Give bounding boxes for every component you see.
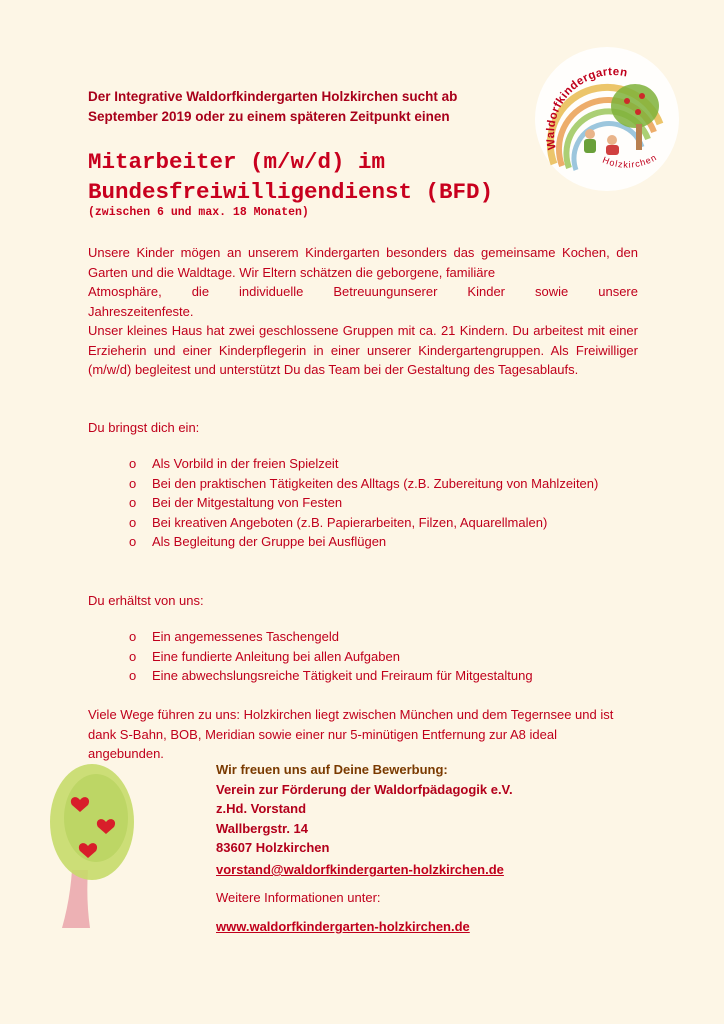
logo-arc-text: Waldorfkindergarten [545, 65, 629, 151]
contact-attention: z.Hd. Vorstand [216, 801, 307, 816]
website-link[interactable]: www.waldorfkindergarten-holzkirchen.de [216, 919, 470, 934]
job-duration: (zwischen 6 und max. 18 Monaten) [88, 206, 309, 219]
bring-list [126, 454, 626, 552]
job-title [88, 147, 608, 207]
email-link[interactable]: vorstand@waldorfkindergarten-holzkirchen.de [216, 862, 504, 877]
apple-tree-illustration [40, 760, 150, 930]
contact-organization: Verein zur Förderung der Waldorfpädagogik e.V. [216, 781, 513, 797]
list-item: o Eine abwechslungsreiche Tätigkeit und Freiraum für Mitgestaltung [126, 666, 626, 686]
bullet-icon: o [129, 668, 137, 683]
bring-heading: Du bringst dich ein: [88, 420, 200, 435]
bullet-icon: o [129, 648, 137, 664]
intro-text [88, 87, 518, 127]
list-item: o Als Begleitung der Gruppe bei Ausflügen [126, 532, 626, 552]
bullet-icon: o [129, 534, 137, 549]
intro-line-2: September 2019 oder zu einem späteren Zeitpunkt einen [88, 109, 450, 124]
bullet-icon: o [129, 495, 137, 510]
list-item: o Bei den praktischen Tätigkeiten des Alltags (z.B. Zubereitung von Mahlzeiten) [126, 474, 626, 494]
more-info-label: Weitere Informationen unter: [216, 890, 381, 905]
team-paragraph: Unser kleines Haus hat zwei geschlossene Gruppen mit ca. 21 Kindern. Du arbeitest mit einer Erzieherin und einer Kinderpflegerin in einer unserer Kindergartengruppen. Als Freiwilliger (m/w/d) begleitest und unterstützt Du das Team bei der Gestaltung des Tagesablaufs. [88, 323, 638, 377]
contact-block [216, 760, 636, 858]
list-item: o Bei kreativen Angeboten (z.B. Papierarbeiten, Filzen, Aquarellmalen) [126, 513, 626, 533]
intro-paragraph-main: Unsere Kinder mögen an unserem Kindergarten besonders das gemeinsame Kochen, den Garten und die Waldtage. Wir Eltern schätzen die geborgene, familiäre [88, 245, 638, 280]
list-item: o Ein angemessenes Taschengeld [126, 627, 626, 647]
job-title-line-2: Bundesfreiwilligendienst (BFD) [88, 179, 494, 205]
list-item: o Bei der Mitgestaltung von Festen [126, 493, 626, 513]
list-item: o Als Vorbild in der freien Spielzeit [126, 454, 626, 474]
intro-paragraph-spread: Atmosphäre, die individuelle Betreuungunserer Kinder sowie unsere [88, 284, 638, 299]
logo-bottom-text: Holzkirchen [601, 151, 659, 170]
get-heading: Du erhältst von uns: [88, 593, 204, 608]
contact-invite: Wir freuen uns auf Deine Bewerbung: [216, 762, 448, 777]
intro-line-1: Der Integrative Waldorfkindergarten Holzkirchen sucht ab [88, 89, 458, 104]
intro-paragraph-end: Jahreszeitenfeste. [88, 303, 194, 319]
job-title-line-1: Mitarbeiter (m/w/d) im [88, 149, 386, 175]
bullet-icon: o [129, 475, 137, 491]
contact-street: Wallbergstr. 14 [216, 820, 308, 836]
bullet-icon: o [129, 456, 137, 471]
location-paragraph: Viele Wege führen zu uns: Holzkirchen liegt zwischen München und dem Tegernsee und ist dank S-Bahn, BOB, Meridian sowie einer nur 5-minütigen Entfernung zur A8 ideal angebunden. [88, 707, 614, 761]
contact-city: 83607 Holzkirchen [216, 840, 330, 855]
list-item: o Eine fundierte Anleitung bei allen Aufgaben [126, 647, 626, 667]
get-list [126, 627, 626, 686]
intro-paragraph [88, 243, 638, 380]
bullet-icon: o [129, 629, 137, 644]
bullet-icon: o [129, 514, 137, 530]
